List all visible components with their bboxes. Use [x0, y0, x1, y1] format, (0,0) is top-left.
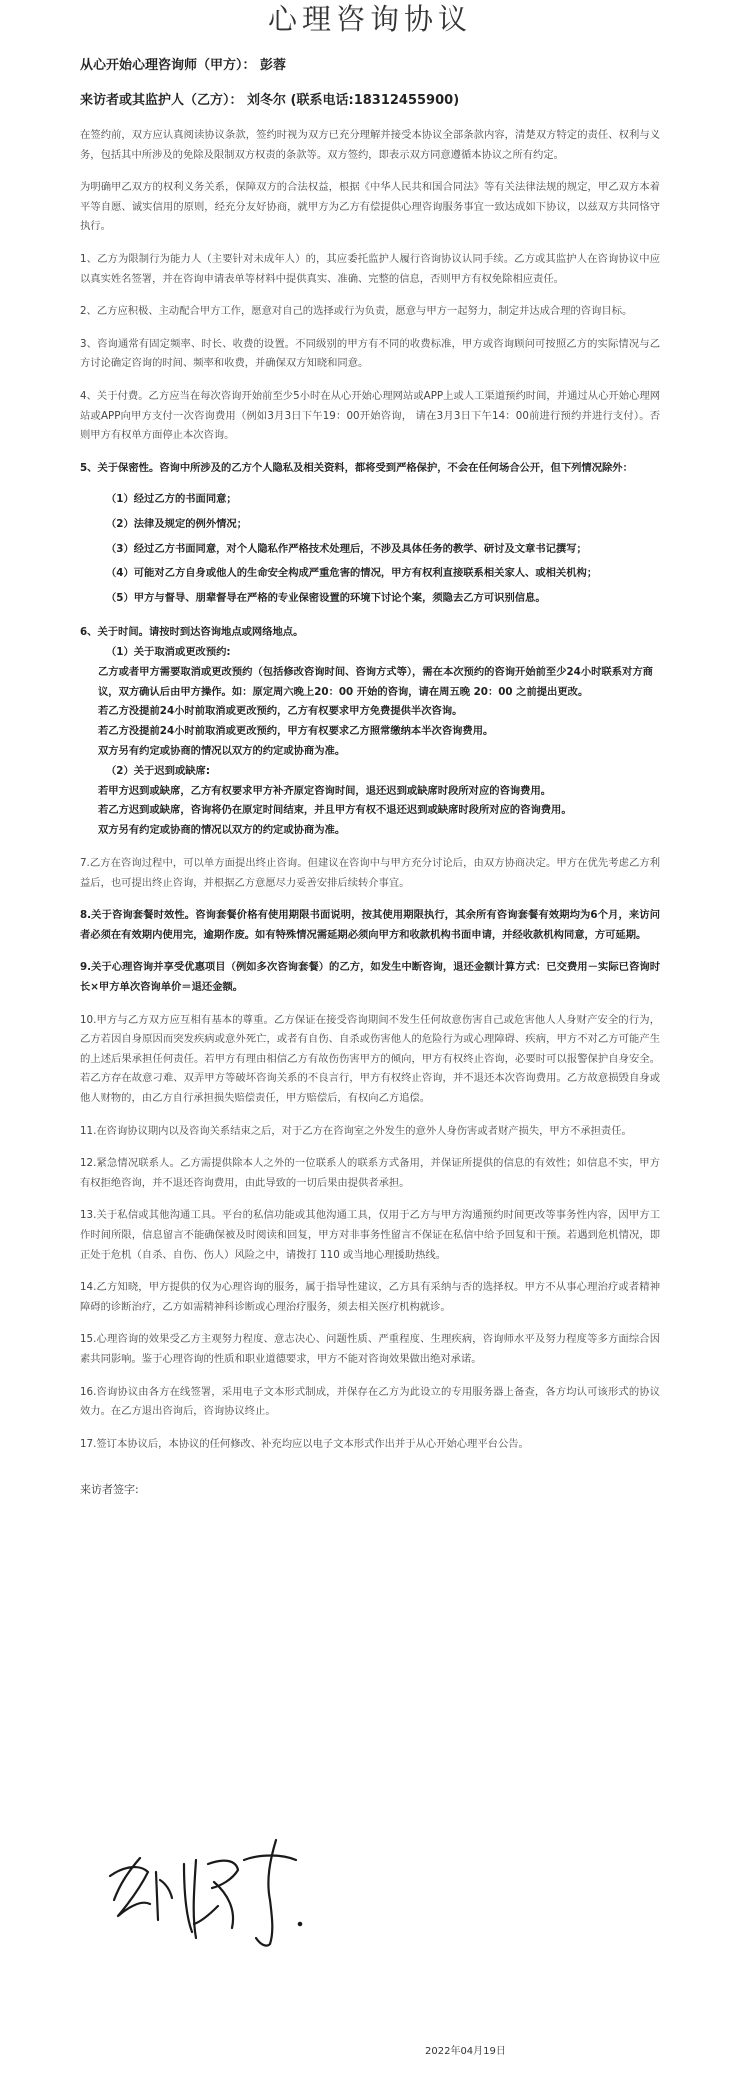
intro-paragraph-1: 在签约前，双方应认真阅读协议条款，签约时视为双方已充分理解并接受本协议全部条款内容，清楚双方特定的责任、权利与义务，包括其中所涉及的免除及限制双方权责的条款等。双方签约，即表示双方同意遵循本协议之所有约定。 [80, 129, 660, 161]
clause-6-sub-1-line-1: 若乙方没提前24小时前取消或更改预约，乙方有权要求甲方免费提供半次咨询。 [98, 705, 463, 718]
clause-6-sub-2-line-2: 若乙方迟到或缺席，咨询将仍在原定时间结束，并且甲方有权不退还迟到或缺席时段所对应的咨询费用。 [98, 804, 572, 817]
clause-1: 1、乙方为限制行为能力人（主要针对未成年人）的，其应委托监护人履行咨询协议认同手续。乙方或其监护人在咨询协议中应以真实姓名签署，并在咨询申请表单等材料中提供真实、准确、完整的信息，否则甲方有权免除相应责任。 [80, 252, 660, 285]
signing-date: 2022年04月19日 [425, 2046, 506, 2057]
clause-6-heading: 6、关于时间。请按时到达咨询地点或网络地点。 [80, 626, 304, 639]
clause-13: 13.关于私信或其他沟通工具。平台的私信功能或其他沟通工具，仅用于乙方与甲方沟通预约时间更改等事务性内容，因甲方工作时间所限，信息留言不能确保被及时阅读和回复，甲方对非事务性留言不保证在私信中给予回复和干预。若遇到危机情况，即正处于危机（自杀、自伤、伤人）风险之中，请拨打 110 或当地心理援助热线。 [80, 1209, 660, 1261]
handwritten-signature [100, 1820, 340, 1950]
clause-15: 15.心理咨询的效果受乙方主观努力程度、意志决心、问题性质、严重程度、生理疾病，咨询师水平及努力程度等多方面综合因素共同影响。鉴于心理咨询的性质和职业道德要求，甲方不能对咨询效果做出绝对承诺。 [80, 1333, 660, 1365]
clause-6-sub-1-heading: （1）关于取消或更改预约: [106, 646, 231, 659]
exception-item-3: （3）经过乙方书面同意，对个人隐私作严格技术处理后，不涉及具体任务的教学、研讨及文章书记撰写； [106, 542, 587, 555]
clause-7: 7.乙方在咨询过程中，可以单方面提出终止咨询。但建议在咨询中与甲方充分讨论后，由双方协商决定。甲方在优先考虑乙方利益后，也可提出终止咨询，并根据乙方意愿尽力妥善安排后续转介事宜。 [80, 857, 660, 889]
clause-6-sub-1-text: 乙方或者甲方需要取消或更改预约（包括修改咨询时间、咨询方式等），需在本次预约的咨询开始前至少24小时联系对方商议，双方确认后由甲方操作。如：原定周六晚上20：00 开始的咨询，请在周五晚 20：00 之前提出更改。 [98, 665, 653, 698]
exception-item-4: （4）可能对乙方自身或他人的生命安全构成严重危害的情况，甲方有权利直接联系相关家人、或相关机构； [106, 567, 598, 580]
clause-3: 3、咨询通常有固定频率、时长、收费的设置。不同级别的甲方有不同的收费标准，甲方或咨询顾问可按照乙方的实际情况与乙方讨论确定咨询的时间、频率和收费，并确保双方知晓和同意。 [80, 337, 660, 370]
clause-11: 11.在咨询协议期内以及咨询关系结束之后，对于乙方在咨询室之外发生的意外人身伤害或者财产损失，甲方不承担责任。 [80, 1124, 632, 1137]
document-title: 心理咨询协议 [267, 2, 472, 36]
clause-6-sub-1-line-3: 双方另有约定或协商的情况以双方的约定或协商为准。 [98, 745, 346, 758]
clause-6-sub-2-heading: （2）关于迟到或缺席: [106, 764, 210, 777]
party-b-line: 来访者或其监护人（乙方）： 刘冬尔 (联系电话:18312455900) [80, 93, 460, 108]
exception-item-2: （2）法律及规定的例外情况； [106, 517, 248, 530]
exception-item-5: （5）甲方与督导、朋辈督导在严格的专业保密设置的环境下讨论个案，须隐去乙方可识别信息。 [106, 591, 546, 604]
confidentiality-exceptions-list [80, 487, 660, 610]
clause-12: 12.紧急情况联系人。乙方需提供除本人之外的一位联系人的联系方式备用，并保证所提供的信息的有效性；如信息不实，甲方有权拒绝咨询，并不退还咨询费用，由此导致的一切后果由提供者承担。 [80, 1157, 660, 1189]
signature-label: 来访者签字: [80, 1483, 139, 1497]
exception-item-1: （1）经过乙方的书面同意； [106, 493, 237, 506]
clause-9: 9.关于心理咨询并享受优惠项目（例如多次咨询套餐）的乙方，如发生中断咨询，退还金额计算方式：已交费用－实际已咨询时长×甲方单次咨询单价＝退还金额。 [80, 961, 660, 994]
intro-paragraph-2: 为明确甲乙双方的权利义务关系，保障双方的合法权益，根据《中华人民共和国合同法》等有关法律法规的规定，甲乙双方本着平等自愿、诚实信用的原则，经充分友好协商，就甲方为乙方有偿提供心理咨询服务事宜一致达成如下协议，以兹双方共同恪守执行。 [80, 181, 660, 233]
clause-8: 8.关于咨询套餐时效性。咨询套餐价格有使用期限书面说明，按其使用期限执行，其余所有咨询套餐有效期均为6个月，来访问者必须在有效期内使用完，逾期作废。如有特殊情况需延期必须向甲方和收款机构书面申请，并经收款机构同意，方可延期。 [80, 909, 660, 941]
clause-6 [80, 623, 660, 841]
clause-6-sub-2-line-3: 双方另有约定或协商的情况以双方的约定或协商为准。 [98, 824, 346, 837]
clause-4: 4、关于付费。乙方应当在每次咨询开始前至少5小时在从心开始心理网站或APP上或人工渠道预约时间，并通过从心开始心理网站或APP向甲方支付一次咨询费用（例如3月3日下午19：00开始咨询， 请在3月3日下午14：00前进行预约并进行支付）。否则甲方有权单方面停止本次咨询。 [80, 389, 660, 442]
clause-17: 17.签订本协议后，本协议的任何修改、补充均应以电子文本形式作出并于从心开始心理平台公告。 [80, 1437, 529, 1450]
clause-5-heading: 5、关于保密性。咨询中所涉及的乙方个人隐私及相关资料，都将受到严格保护，不会在任何场合公开，但下列情况除外： [80, 461, 633, 474]
clause-14: 14.乙方知晓，甲方提供的仅为心理咨询的服务，属于指导性建议，乙方具有采纳与否的选择权。甲方不从事心理治疗或者精神障碍的诊断治疗，乙方如需精神科诊断或心理治疗服务，须去相关医疗机构就诊。 [80, 1281, 660, 1313]
clause-6-sub-1-line-2: 若乙方没提前24小时前取消或更改预约，甲方有权要求乙方照常缴纳本半次咨询费用。 [98, 725, 494, 738]
clause-16: 16.咨询协议由各方在线签署，采用电子文本形式制成，并保存在乙方为此设立的专用服务器上备查，各方均认可该形式的协议效力。在乙方退出咨询后，咨询协议终止。 [80, 1385, 660, 1418]
clause-10: 10.甲方与乙方双方应互相有基本的尊重。乙方保证在接受咨询期间不发生任何故意伤害自己或危害他人人身财产安全的行为，乙方若因自身原因而突发疾病或意外死亡，或者有自伤、自杀或伤害他人的危险行为或心理障碍、疾病，甲方不对乙方可能产生的上述后果承担任何责任。若甲方有理由相信乙方有故伤伤害甲方的倾向，甲方有权终止咨询，必要时可以报警保护自身安全。若乙方存在故意刁难、双弄甲方等破坏咨询关系的不良言行，甲方有权终止咨询，并不退还本次咨询费用。乙方故意损毁自身或他人财物的，由乙方自行承担损失赔偿责任，甲方赔偿后，有权向乙方追偿。 [80, 1013, 660, 1104]
clause-2: 2、乙方应积极、主动配合甲方工作，愿意对自己的选择或行为负责，愿意与甲方一起努力，制定并达成合理的咨询目标。 [80, 305, 633, 318]
party-a-line: 从心开始心理咨询师（甲方）： 彭蓉 [80, 58, 287, 73]
clause-6-sub-2-line-1: 若甲方迟到或缺席，乙方有权要求甲方补齐原定咨询时间，退还迟到或缺席时段所对应的咨询费用。 [98, 784, 552, 797]
